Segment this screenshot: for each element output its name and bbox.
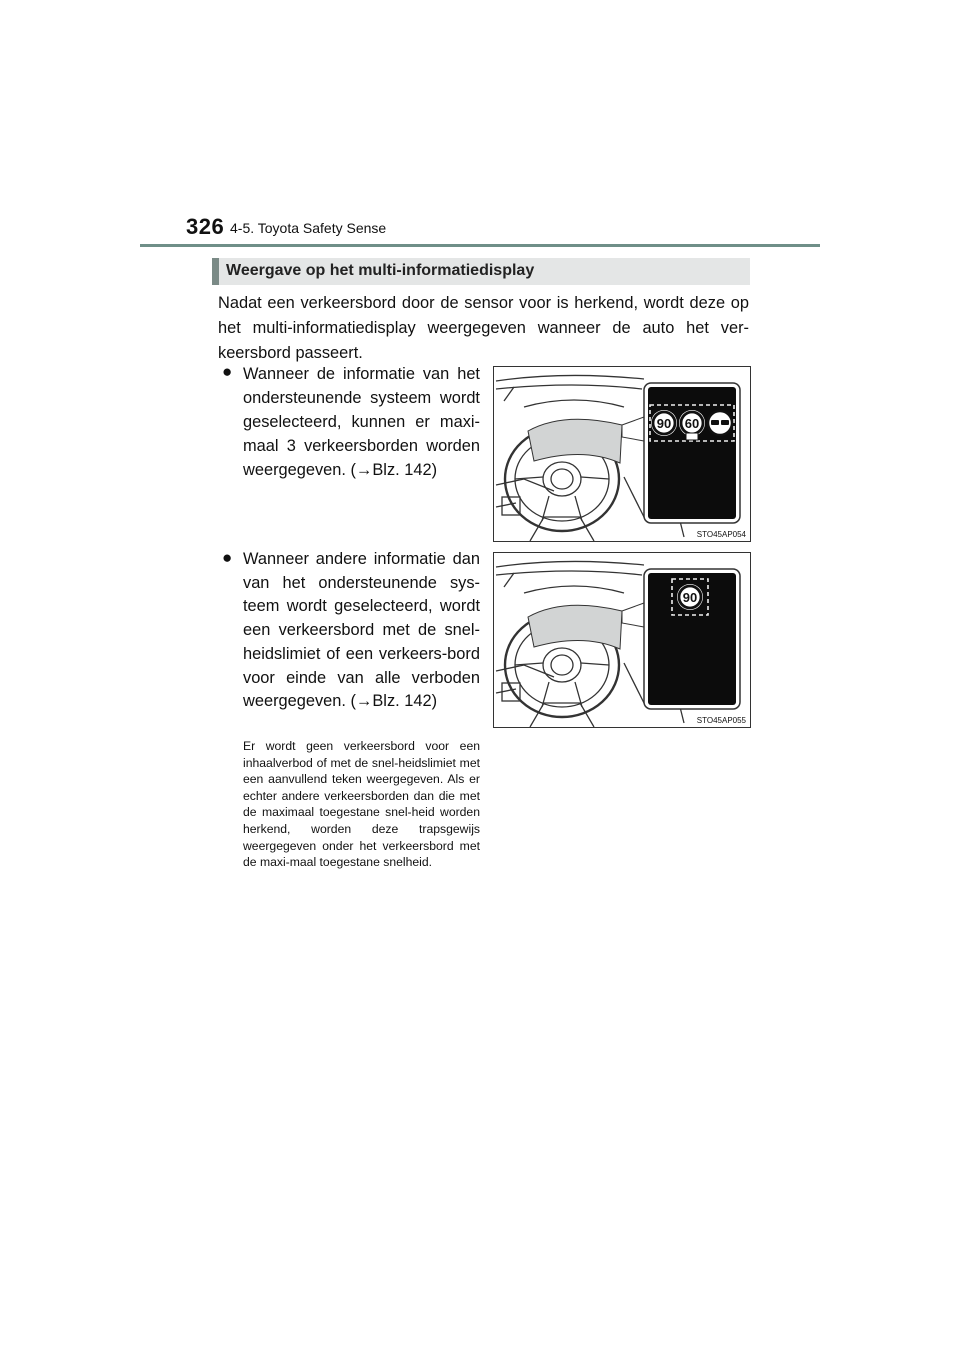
note-paragraph: Er wordt geen verkeersbord voor een inhaalverbod of met de snel-heidslimiet met een aanvullend teken weergegeven. Als er echter andere verkeersborden dan die met de maximaal toegestane snel-heid worden herkend, worden deze trapsgewijs weergegeven onder het verkeersbord met de maxi-maal toegestane snelheid. [243,739,480,870]
section-title: 4-5. Toyota Safety Sense [230,220,387,236]
bullet-text: Wanneer andere informatie dan van het ondersteunende sys-teem wordt geselecteerd, wordt een verkeersbord met de snel-heidslimiet of een verkeers-bord voor einde van alle verboden weergegeven. (→Blz. 142) [243,550,480,711]
figure-dashboard-single-sign [493,552,751,728]
heading-title: Weergave op het multi-informatiedisplay [226,262,535,279]
header-rule [140,244,820,247]
supplementary-sign-icon [686,433,698,440]
dashboard-illustration [494,553,750,727]
bullet-marker: ● [222,362,233,381]
heading-accent [212,258,219,285]
figure-code: STO45AP054 [696,530,746,539]
page-number: 326 [186,214,225,239]
dashboard-illustration [494,367,750,541]
speed-sign-value: 90 [656,416,672,431]
bullet-text: Wanneer de informatie van het ondersteunende systeem wordt geselecteerd, kunnen er maxi-maal 3 verkeersborden worden weergegeven. (→Blz. 142) [243,365,480,479]
figure-dashboard-three-signs [493,366,751,542]
figure-code: STO45AP055 [696,716,746,725]
speed-sign-value: 90 [682,590,698,605]
bullet-marker: ● [222,548,233,567]
intro-paragraph: Nadat een verkeersbord door de sensor voor is herkend, wordt deze op het multi-informatiedisplay weergegeven wanneer de auto het ver-keersbord passeert. [218,294,749,362]
speed-sign-value: 60 [684,416,700,431]
heading-bar [212,258,750,285]
